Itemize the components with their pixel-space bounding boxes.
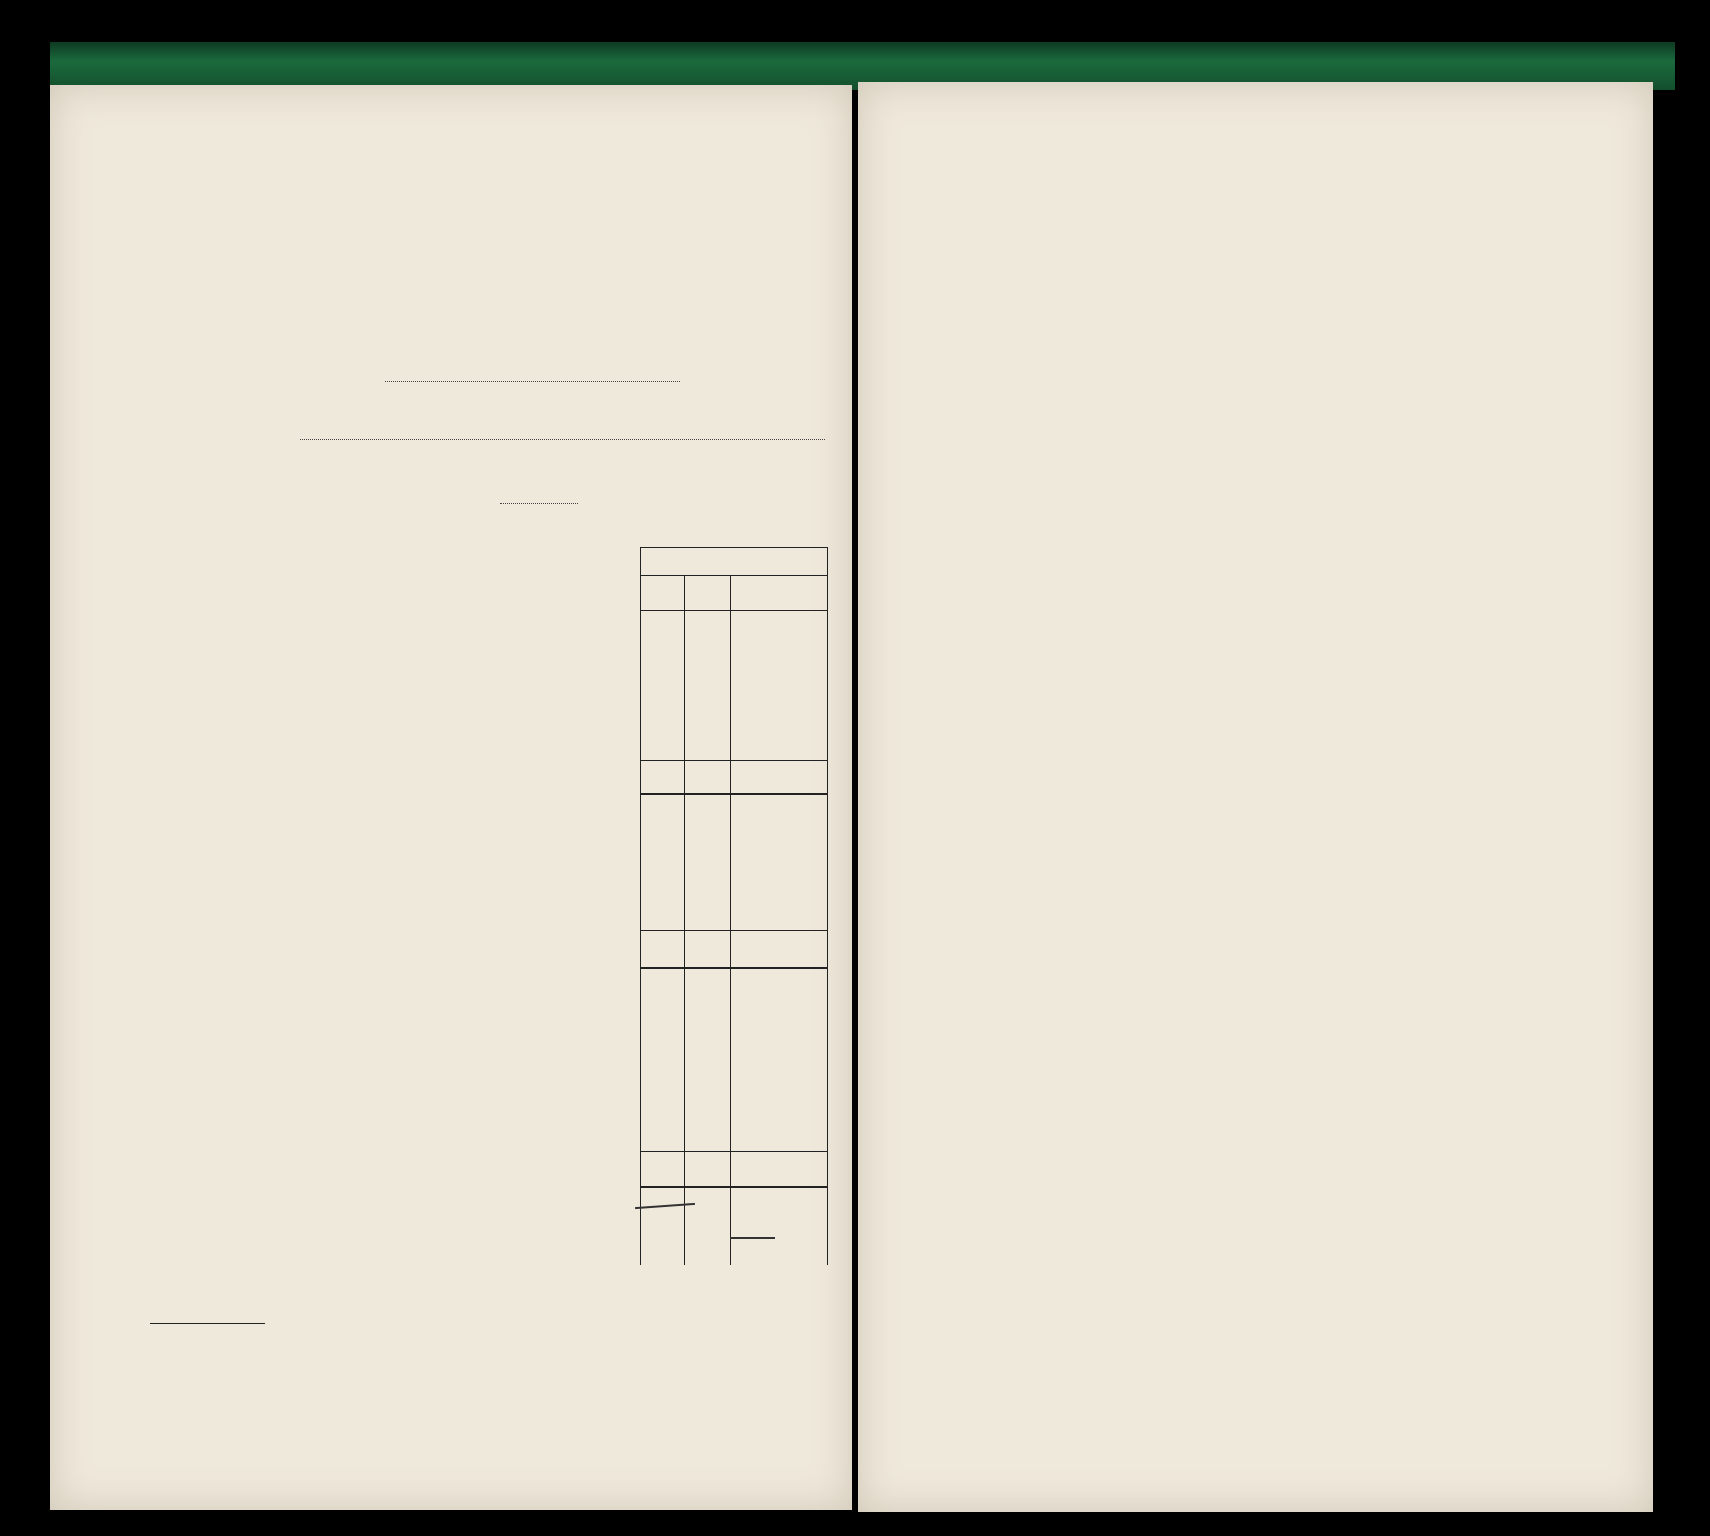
table-header-line [640, 575, 827, 576]
table-col-line [640, 547, 641, 1265]
table-col-line [684, 575, 685, 1265]
table-col-line [730, 575, 731, 1265]
table-top-line [640, 547, 827, 548]
table-header-line [640, 610, 827, 611]
sum-line [640, 967, 827, 969]
dash-answer-7 [730, 1237, 775, 1239]
sum-line [640, 1151, 827, 1152]
footnote-separator [150, 1323, 265, 1324]
answer-line-2 [300, 439, 825, 440]
answer-line-4 [500, 503, 578, 504]
sum-line [640, 1186, 827, 1188]
sum-line [640, 930, 827, 931]
right-page [858, 82, 1653, 1512]
dash-answer-6 [635, 1203, 695, 1209]
sum-line [640, 793, 827, 795]
answer-line-1 [385, 381, 680, 382]
table-col-line [827, 547, 828, 1265]
sum-line [640, 760, 827, 761]
left-page [50, 85, 852, 1510]
